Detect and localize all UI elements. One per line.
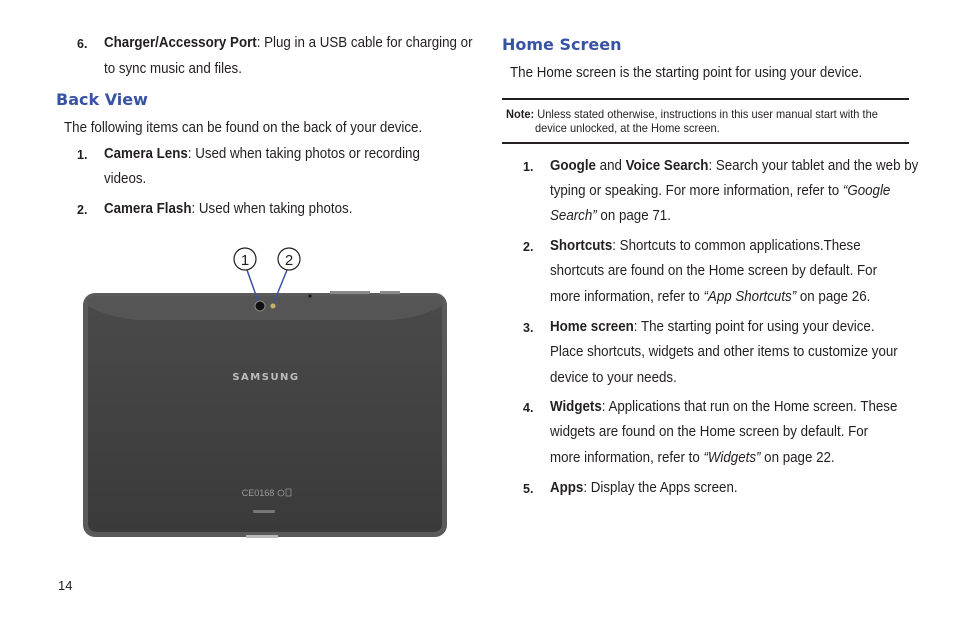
list-text: Widgets: Applications that run on the Home screen. These xyxy=(550,399,898,415)
list-number: 1. xyxy=(77,148,88,162)
callout-label-2: 2 xyxy=(284,252,294,269)
list-text-line2: to sync music and files. xyxy=(104,61,242,77)
list-number: 4. xyxy=(523,401,534,415)
certification-mark: CE0168 xyxy=(241,488,275,498)
list-text-line2: shortcuts are found on the Home screen by default. For xyxy=(550,263,878,279)
callout-label-1: 1 xyxy=(240,252,250,269)
list-text: Shortcuts: Shortcuts to common applications.These xyxy=(550,238,861,254)
list-text: Charger/Accessory Port: Plug in a USB cable for charging or xyxy=(104,35,473,51)
list-text: Camera Flash: Used when taking photos. xyxy=(104,201,353,217)
list-text-line3: device to your needs. xyxy=(550,370,677,386)
cross-reference: Search” xyxy=(550,208,597,224)
tablet-back-illustration xyxy=(80,244,450,540)
section-intro: The Home screen is the starting point for using your device. xyxy=(510,65,863,81)
list-text-line3: Search” on page 71. xyxy=(550,208,671,224)
label-strip xyxy=(253,510,275,513)
list-text-line2: Place shortcuts, widgets and other items to customize your xyxy=(550,344,898,360)
list-text: Camera Lens: Used when taking photos or recording xyxy=(104,146,420,162)
section-intro: The following items can be found on the back of your device. xyxy=(64,120,423,136)
note-top-rule xyxy=(502,98,909,100)
list-number: 2. xyxy=(523,240,534,254)
list-text-line2: widgets are found on the Home screen by default. For xyxy=(550,424,869,440)
note-label: Note: xyxy=(506,107,535,121)
cross-reference: “App Shortcuts” xyxy=(703,289,797,305)
dock-connector xyxy=(246,535,278,538)
list-text: Home screen: The starting point for using your device. xyxy=(550,319,875,335)
list-number: 5. xyxy=(523,482,534,496)
section-heading-home-screen: Home Screen xyxy=(502,35,622,54)
list-text: Apps: Display the Apps screen. xyxy=(550,480,738,496)
camera-lens-icon xyxy=(255,301,265,311)
list-text-line2: videos. xyxy=(104,171,147,187)
term: Charger/Accessory Port xyxy=(104,35,257,51)
list-number: 1. xyxy=(523,160,534,174)
brand-logo: SAMSUNG xyxy=(232,372,300,383)
cross-reference: “Google xyxy=(842,183,891,199)
note-text-line2: device unlocked, at the Home screen. xyxy=(535,121,720,135)
mic-hole xyxy=(309,295,312,298)
list-number: 3. xyxy=(523,321,534,335)
section-heading-back-view: Back View xyxy=(56,90,148,109)
page-number: 14 xyxy=(58,578,73,593)
list-text-line2: typing or speaking. For more information, refer to “Google xyxy=(550,183,891,199)
list-number: 6. xyxy=(77,37,88,51)
power-button xyxy=(380,291,400,294)
list-text-line3: more information, refer to “Widgets” on page 22. xyxy=(550,450,835,466)
list-number: 2. xyxy=(77,203,88,217)
volume-button xyxy=(330,291,370,294)
note-text: Note: Unless stated otherwise, instructions in this user manual start with the xyxy=(506,107,878,121)
camera-flash-icon xyxy=(271,304,276,309)
list-text: Google and Voice Search: Search your tablet and the web by xyxy=(550,158,919,174)
list-text-line3: more information, refer to “App Shortcuts” on page 26. xyxy=(550,289,871,305)
cross-reference: “Widgets” xyxy=(703,450,761,466)
note-bottom-rule xyxy=(502,142,909,144)
